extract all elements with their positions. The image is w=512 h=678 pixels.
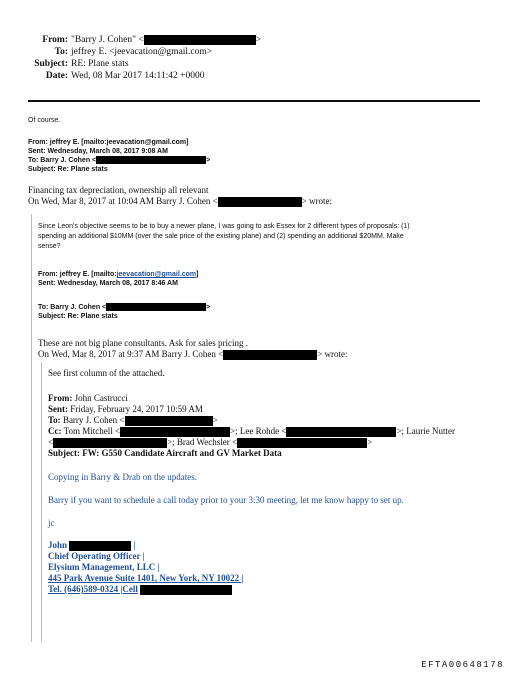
header-from-close: > (255, 35, 262, 45)
quote3-cc-row (48, 426, 455, 437)
header-subject-value: RE: Plane stats (71, 59, 129, 69)
header-divider (28, 100, 480, 102)
quote3-from-label: From: (48, 393, 73, 403)
quote3-cc-row2 (48, 437, 455, 448)
quote2-from-row (38, 270, 199, 279)
quote1-subject: Subject: Re: Plane stats (28, 166, 108, 173)
quote2-to-close: > (206, 304, 211, 311)
quote1-to-row (28, 156, 210, 165)
header-date-label: Date: (45, 71, 68, 81)
message4-wrote-pre: On Wed, Mar 8, 2017 at 9:37 AM Barry J. Cohen < (38, 349, 224, 359)
message2-wrote-post: > wrote: (301, 196, 332, 206)
redaction-box (53, 438, 167, 448)
header-date-value: Wed, 08 Mar 2017 14:11:42 +0000 (71, 71, 205, 81)
quote3-from-row (48, 393, 455, 404)
quote1-header (28, 138, 210, 174)
quote1-to: To: Barry J. Cohen < (28, 157, 97, 164)
message2-line1: Financing tax depreciation, ownership all relevant (28, 185, 209, 195)
quote2-subject: Subject: Re: Plane stats (38, 313, 118, 320)
quote3-cc-line2-post: > (367, 437, 373, 447)
signature-name: John (48, 540, 68, 550)
redaction-box (125, 416, 213, 426)
quote3-to-value: Barry J. Cohen < (62, 415, 125, 425)
signature-phone: Tel. (646)589-0324 |Cell (48, 584, 138, 594)
signature-name-row (48, 540, 243, 551)
email-header (0, 34, 261, 82)
header-subject-label: Subject: (34, 59, 68, 69)
quote3-to-close: > (212, 415, 218, 425)
quote-bar (31, 214, 32, 642)
quote2-to: To: Barry J. Cohen < (38, 304, 107, 311)
header-to-value: jeffrey E. <jeevacation@gmail.com> (71, 47, 213, 57)
header-from-value: "Barry J. Cohen" < (71, 35, 144, 45)
message5-line1: See first column of the attached. (48, 368, 165, 378)
message3-line3: sense? (38, 243, 61, 250)
message4-wrote-row (38, 349, 348, 360)
quote3-subject-value: FW: G550 Candidate Aircraft and GV Market Data (82, 448, 282, 458)
signature (48, 540, 243, 595)
quote2-email-link[interactable]: jeevacation@gmail.com (116, 271, 197, 278)
header-subject-row (0, 58, 261, 70)
message6-line1: Copying in Barry & Drab on the updates. (48, 472, 197, 482)
quote2-to-row (38, 303, 210, 312)
redaction-box (218, 197, 302, 207)
quote1-to-close: > (206, 157, 211, 164)
quote2-header (38, 270, 199, 288)
signature-title: Chief Operating Officer | (48, 551, 145, 561)
quote1-from: From: jeffrey E. [mailto:jeevacation@gmail.com] (28, 139, 189, 146)
signature-company: Elysium Management, LLC | (48, 562, 160, 572)
quote3-cc-value2: >; Lee Rohde < (230, 426, 287, 436)
message4-line1: These are not big plane consultants. Ask for sales pricing . (38, 338, 248, 348)
redaction-box (106, 303, 206, 311)
quote3-header (48, 393, 455, 459)
header-from-label: From: (42, 35, 68, 45)
quote3-sent-value: Friday, February 24, 2017 10:59 AM (70, 404, 203, 414)
quote2-header-cont (38, 303, 210, 321)
quote3-from-value: John Castrucci (74, 393, 128, 403)
quote1-sent: Sent: Wednesday, March 08, 2017 9:08 AM (28, 148, 168, 155)
signature-phone-row (48, 584, 243, 595)
message3-line2: spending an additional $10MM (over the sale price of the existing plane) and (2) spending an additional $20MM. Make (38, 233, 404, 240)
quote3-sent-row (48, 404, 455, 415)
quote3-cc-line2-mid: >; Brad Wechsler < (167, 437, 238, 447)
message3 (38, 222, 410, 252)
redaction-box (96, 156, 206, 164)
redaction-box (237, 438, 367, 448)
reply-text: Of course. (28, 117, 61, 124)
message6-line2: Barry if you want to schedule a call today prior to your 3:30 meeting, let me know happy to set up. (48, 495, 404, 505)
message4 (38, 338, 348, 360)
signature-address: 445 Park Avenue Suite 1401, New York, NY 10022 | (48, 573, 244, 583)
quote3-to-label: To: (48, 415, 61, 425)
quote-bar-inner (41, 362, 42, 642)
message4-wrote-post: > wrote: (317, 349, 348, 359)
quote3-cc-value1: Tom Mitchell < (63, 426, 121, 436)
redaction-box (69, 541, 131, 551)
header-to-label: To: (54, 47, 68, 57)
quote3-to-row (48, 415, 455, 426)
redaction-box (223, 350, 317, 360)
quote3-cc-value3: >; Laurie Nutter (396, 426, 455, 436)
quote2-from-pre: From: jeffrey E. [mailto: (38, 271, 117, 278)
message2-wrote-pre: On Wed, Mar 8, 2017 at 10:04 AM Barry J. Cohen < (28, 196, 218, 206)
header-to-row (0, 46, 261, 58)
redaction-box (144, 35, 256, 45)
message2-wrote-row (28, 196, 332, 207)
message3-line1: Since Leon's objective seems to be to buy a newer plane, I was going to ask Essex for 2 different types of proposals: (1) (38, 223, 410, 230)
message6-line3: jc (48, 518, 55, 528)
quote3-sent-label: Sent: (48, 404, 68, 414)
document-id: EFTA00648178 (421, 660, 504, 670)
quote3-subject-label: Subject: (48, 448, 80, 458)
redaction-box (286, 427, 396, 437)
quote3-subject-row (48, 448, 455, 459)
header-date-row (0, 70, 261, 82)
redaction-box (120, 427, 230, 437)
quote2-sent: Sent: Wednesday, March 08, 2017 8:46 AM (38, 280, 178, 287)
quote3-cc-label: Cc: (48, 426, 62, 436)
quote3-cc-line2-pre: < (48, 437, 54, 447)
signature-name-post: | (133, 540, 136, 550)
header-from-row (0, 34, 261, 46)
quote2-from-post: ] (196, 271, 199, 278)
message2 (28, 185, 332, 207)
redaction-box (140, 585, 232, 595)
